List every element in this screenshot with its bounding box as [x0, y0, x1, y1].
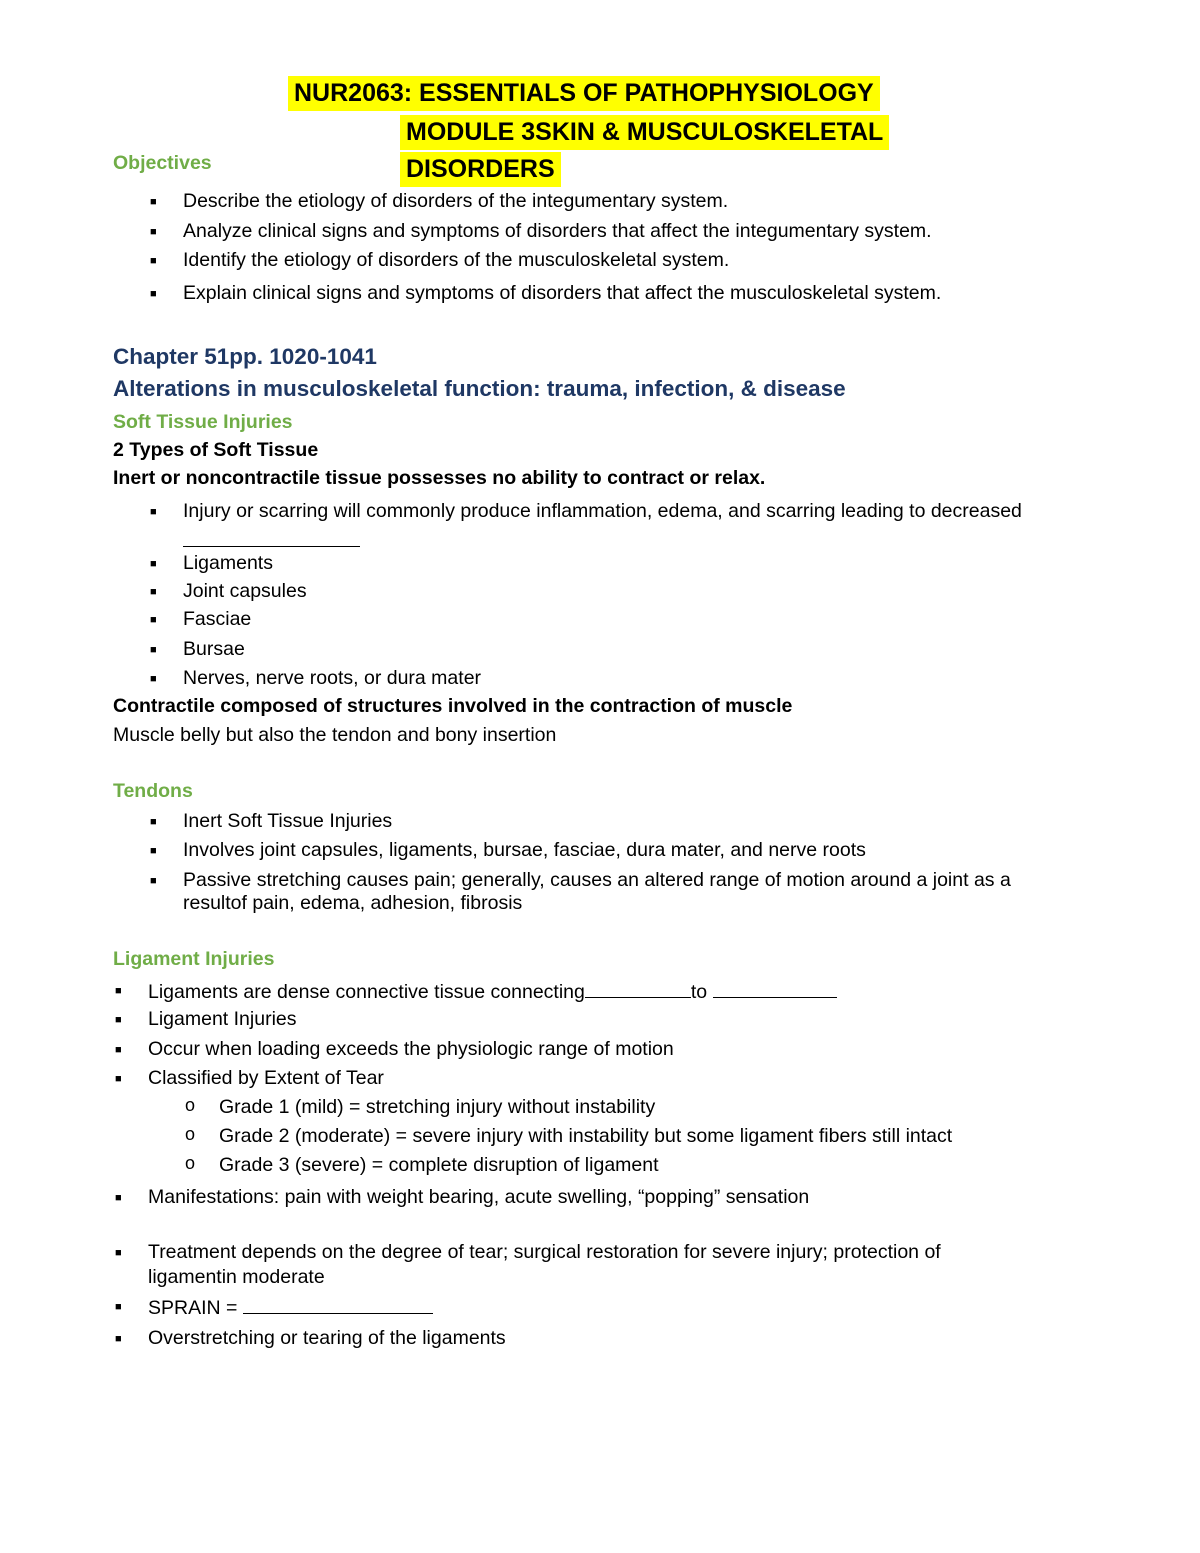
circle-bullet-icon: o [185, 1124, 196, 1144]
tendons-item: Inert Soft Tissue Injuries [183, 810, 393, 832]
objective-item: Describe the etiology of disorders of the integumentary system. [183, 190, 729, 212]
grade-item: Grade 2 (moderate) = severe injury with instability but some ligament fibers still intact [219, 1125, 953, 1147]
square-bullet-icon: ■ [150, 644, 157, 656]
contractile-text: Muscle belly but also the tendon and bony insertion [113, 724, 557, 746]
square-bullet-icon: ■ [150, 816, 157, 828]
ligament-item [148, 1295, 433, 1320]
tendons-item: Involves joint capsules, ligaments, bursae, fasciae, dura mater, and nerve roots [183, 839, 866, 861]
square-bullet-icon: ■ [115, 1333, 122, 1345]
circle-bullet-icon: o [185, 1153, 196, 1173]
square-bullet-icon: ■ [150, 673, 157, 685]
square-bullet-icon: ■ [150, 586, 157, 598]
ligament-item [148, 979, 837, 1004]
square-bullet-icon: ■ [150, 226, 157, 238]
contractile-heading: Contractile composed of structures involved in the contraction of muscle [113, 695, 793, 717]
circle-bullet-icon: o [185, 1095, 196, 1115]
grade-item: Grade 1 (mild) = stretching injury without instability [219, 1096, 656, 1118]
fill-in-blank [713, 979, 837, 998]
square-bullet-icon: ■ [150, 196, 157, 208]
chapter-title: Chapter 51pp. 1020-1041 [113, 344, 377, 369]
soft-tissue-item: Ligaments [183, 552, 273, 574]
objective-item: Identify the etiology of disorders of the musculoskeletal system. [183, 249, 730, 271]
tendons-item-continued: resultof pain, edema, adhesion, fibrosis [183, 892, 523, 914]
square-bullet-icon: ■ [115, 1044, 122, 1056]
ligament-item: Overstretching or tearing of the ligaments [148, 1327, 506, 1349]
fill-in-blank [585, 979, 691, 998]
soft-tissue-item: Injury or scarring will commonly produce inflammation, edema, and scarring leading to decreased [183, 500, 1022, 522]
ligament-item-to: to [690, 981, 708, 1003]
tendons-item: Passive stretching causes pain; generally, causes an altered range of motion around a joint as a [183, 869, 1011, 891]
square-bullet-icon: ■ [150, 875, 157, 887]
ligament-item: Treatment depends on the degree of tear; surgical restoration for severe injury; protection of [148, 1241, 941, 1263]
square-bullet-icon: ■ [150, 558, 157, 570]
soft-tissue-item: Joint capsules [183, 580, 307, 602]
square-bullet-icon: ■ [115, 985, 122, 997]
square-bullet-icon: ■ [115, 1192, 122, 1204]
square-bullet-icon: ■ [115, 1301, 122, 1313]
title-line-3: DISORDERS [400, 152, 561, 187]
square-bullet-icon: ■ [115, 1073, 122, 1085]
title-line-2: MODULE 3SKIN & MUSCULOSKELETAL [400, 115, 889, 150]
tendons-heading: Tendons [113, 780, 193, 802]
ligament-item-continued: ligamentin moderate [148, 1266, 325, 1288]
soft-tissue-types-heading: 2 Types of Soft Tissue [113, 439, 319, 461]
ligament-heading: Ligament Injuries [113, 948, 275, 970]
square-bullet-icon: ■ [150, 506, 157, 518]
chapter-subtitle: Alterations in musculoskeletal function: trauma, infection, & disease [113, 376, 846, 401]
ligament-item: Ligament Injuries [148, 1008, 297, 1030]
objective-item: Analyze clinical signs and symptoms of disorders that affect the integumentary system. [183, 220, 932, 242]
soft-tissue-heading: Soft Tissue Injuries [113, 411, 293, 433]
square-bullet-icon: ■ [150, 845, 157, 857]
ligament-item: Manifestations: pain with weight bearing, acute swelling, “popping” sensation [148, 1186, 810, 1208]
ligament-item-text: Ligaments are dense connective tissue connecting [148, 981, 585, 1003]
title-line-1: NUR2063: ESSENTIALS OF PATHOPHYSIOLOGY [288, 76, 880, 111]
fill-in-blank [243, 1295, 433, 1314]
square-bullet-icon: ■ [150, 288, 157, 300]
soft-tissue-item: Nerves, nerve roots, or dura mater [183, 667, 482, 689]
square-bullet-icon: ■ [150, 255, 157, 267]
square-bullet-icon: ■ [115, 1247, 122, 1259]
sprain-label: SPRAIN = [148, 1297, 238, 1319]
ligament-item: Classified by Extent of Tear [148, 1067, 384, 1089]
soft-tissue-item: Fasciae [183, 608, 252, 630]
soft-tissue-item: Bursae [183, 638, 245, 660]
square-bullet-icon: ■ [150, 614, 157, 626]
ligament-item: Occur when loading exceeds the physiologic range of motion [148, 1038, 674, 1060]
fill-in-blank [183, 528, 360, 547]
square-bullet-icon: ■ [115, 1014, 122, 1026]
grade-item: Grade 3 (severe) = complete disruption of ligament [219, 1154, 659, 1176]
objectives-heading: Objectives [113, 152, 212, 174]
inert-tissue-heading: Inert or noncontractile tissue possesses no ability to contract or relax. [113, 467, 766, 489]
objective-item: Explain clinical signs and symptoms of disorders that affect the musculoskeletal system. [183, 282, 942, 304]
